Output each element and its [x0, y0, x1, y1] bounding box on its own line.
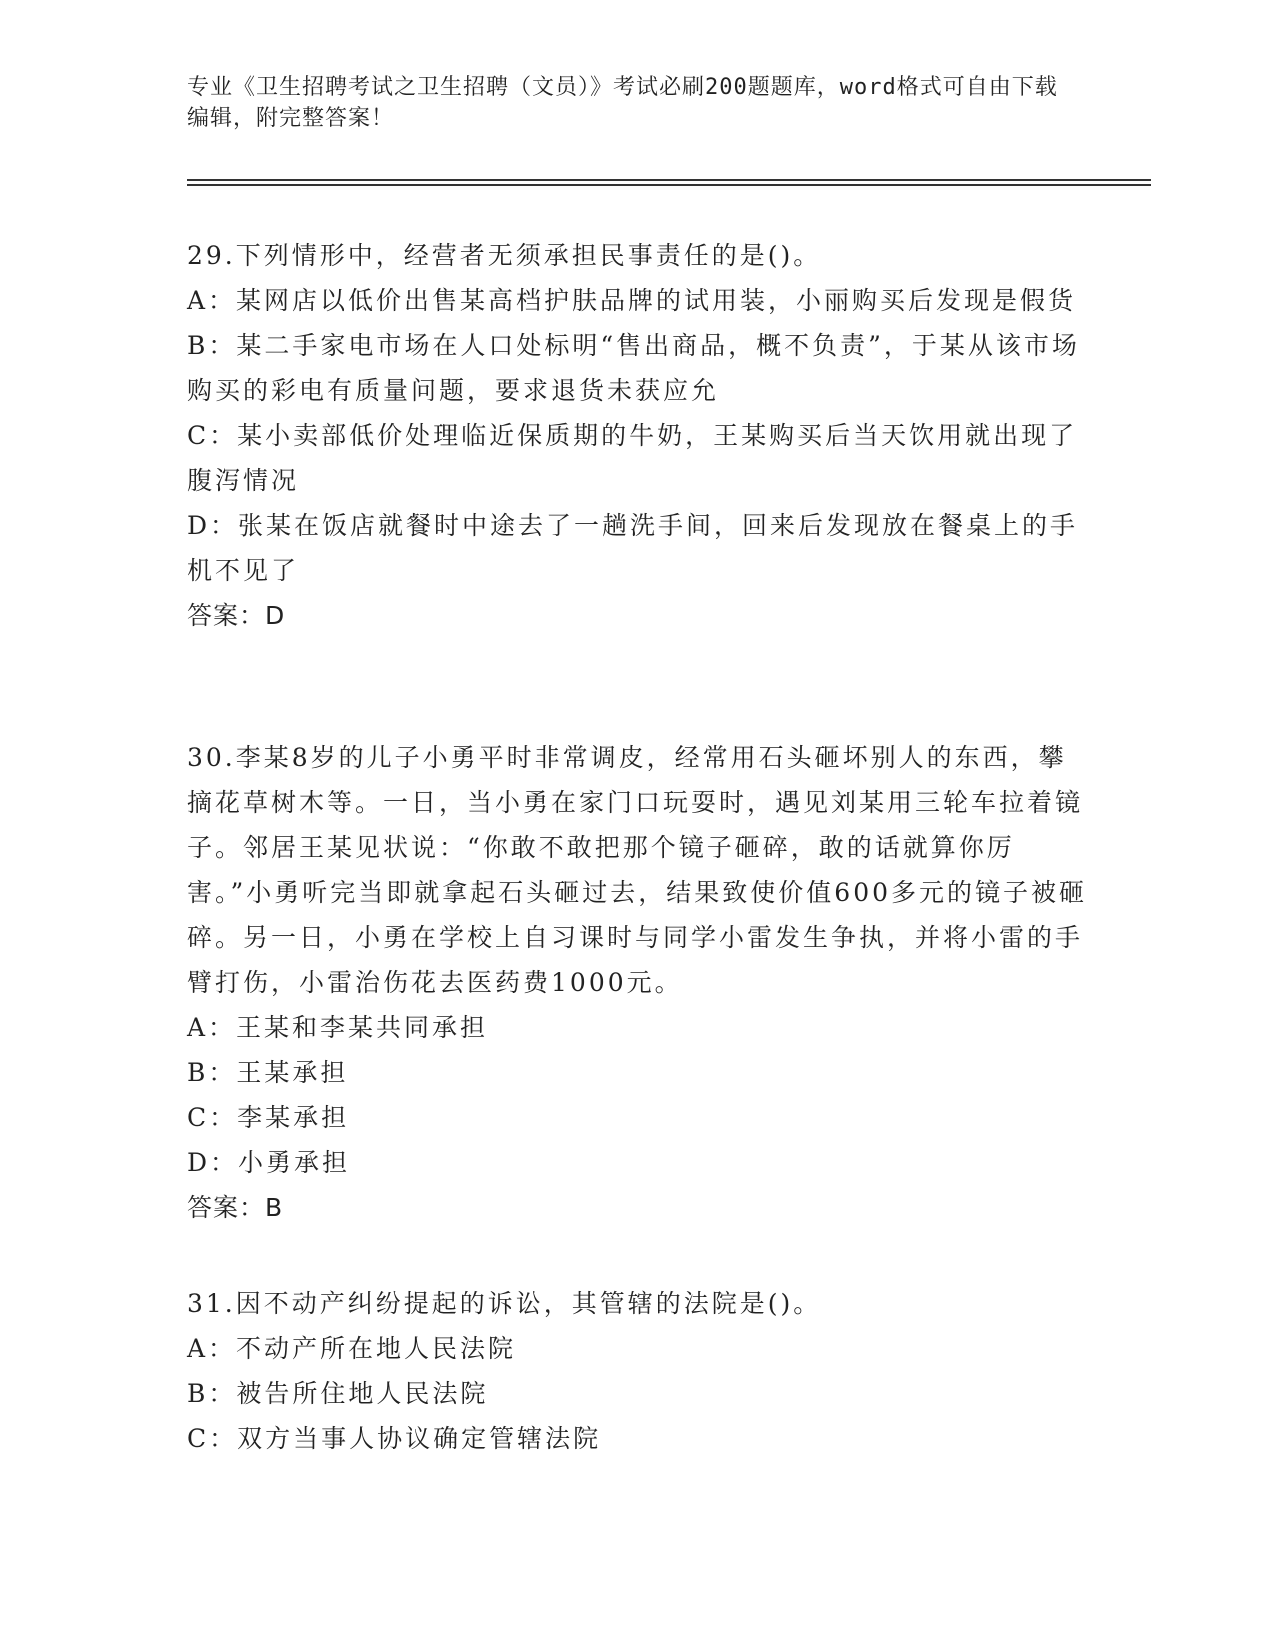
option-a: A：王某和李某共同承担 [187, 1013, 489, 1042]
option-c: C：双方当事人协议确定管辖法院 [187, 1424, 602, 1453]
question-stem: 31.因不动产纠纷提起的诉讼，其管辖的法院是()。 [187, 1289, 822, 1318]
question-29 [187, 233, 1087, 638]
option-b: B：王某承担 [187, 1058, 349, 1087]
option-b: B：某二手家电市场在人口处标明“售出商品，概不负责”，于某从该市场购买的彩电有质量问题，要求退货未获应允 [187, 331, 1080, 405]
header-intro-text: 专业《卫生招聘考试之卫生招聘（文员）》考试必刷200题题库，word格式可自由下载编辑，附完整答案！ [187, 75, 1058, 131]
question-30 [187, 735, 1087, 1230]
question-31 [187, 1281, 1087, 1461]
document-header [187, 72, 1067, 134]
option-a: A：某网店以低价出售某高档护肤品牌的试用装，小丽购买后发现是假货 [187, 286, 1077, 315]
option-d: D：张某在饭店就餐时中途去了一趟洗手间，回来后发现放在餐桌上的手机不见了 [187, 511, 1079, 585]
header-divider-bottom [187, 184, 1151, 186]
question-stem: 30.李某8岁的儿子小勇平时非常调皮，经常用石头砸坏别人的东西，攀摘花草树木等。一日，当小勇在家门口玩耍时，遇见刘某用三轮车拉着镜子。邻居王某见状说：“你敢不敢把那个镜子砸碎，敢的话就算你厉害。”小勇听完当即就拿起石头砸过去，结果致使价值600多元的镜子被砸碎。另一日，小勇在学校上自习课时与同学小雷发生争执，并将小雷的手臂打伤，小雷治伤花去医药费1000元。 [187, 743, 1088, 997]
answer: 答案：B [187, 1193, 284, 1222]
option-d: D：小勇承担 [187, 1148, 351, 1177]
header-divider-top [187, 179, 1151, 181]
question-stem: 29.下列情形中，经营者无须承担民事责任的是()。 [187, 241, 822, 270]
option-b: B：被告所住地人民法院 [187, 1379, 489, 1408]
answer: 答案：D [187, 601, 286, 630]
option-c: C：某小卖部低价处理临近保质期的牛奶，王某购买后当天饮用就出现了腹泻情况 [187, 421, 1078, 495]
option-a: A：不动产所在地人民法院 [187, 1334, 517, 1363]
option-c: C：李某承担 [187, 1103, 350, 1132]
